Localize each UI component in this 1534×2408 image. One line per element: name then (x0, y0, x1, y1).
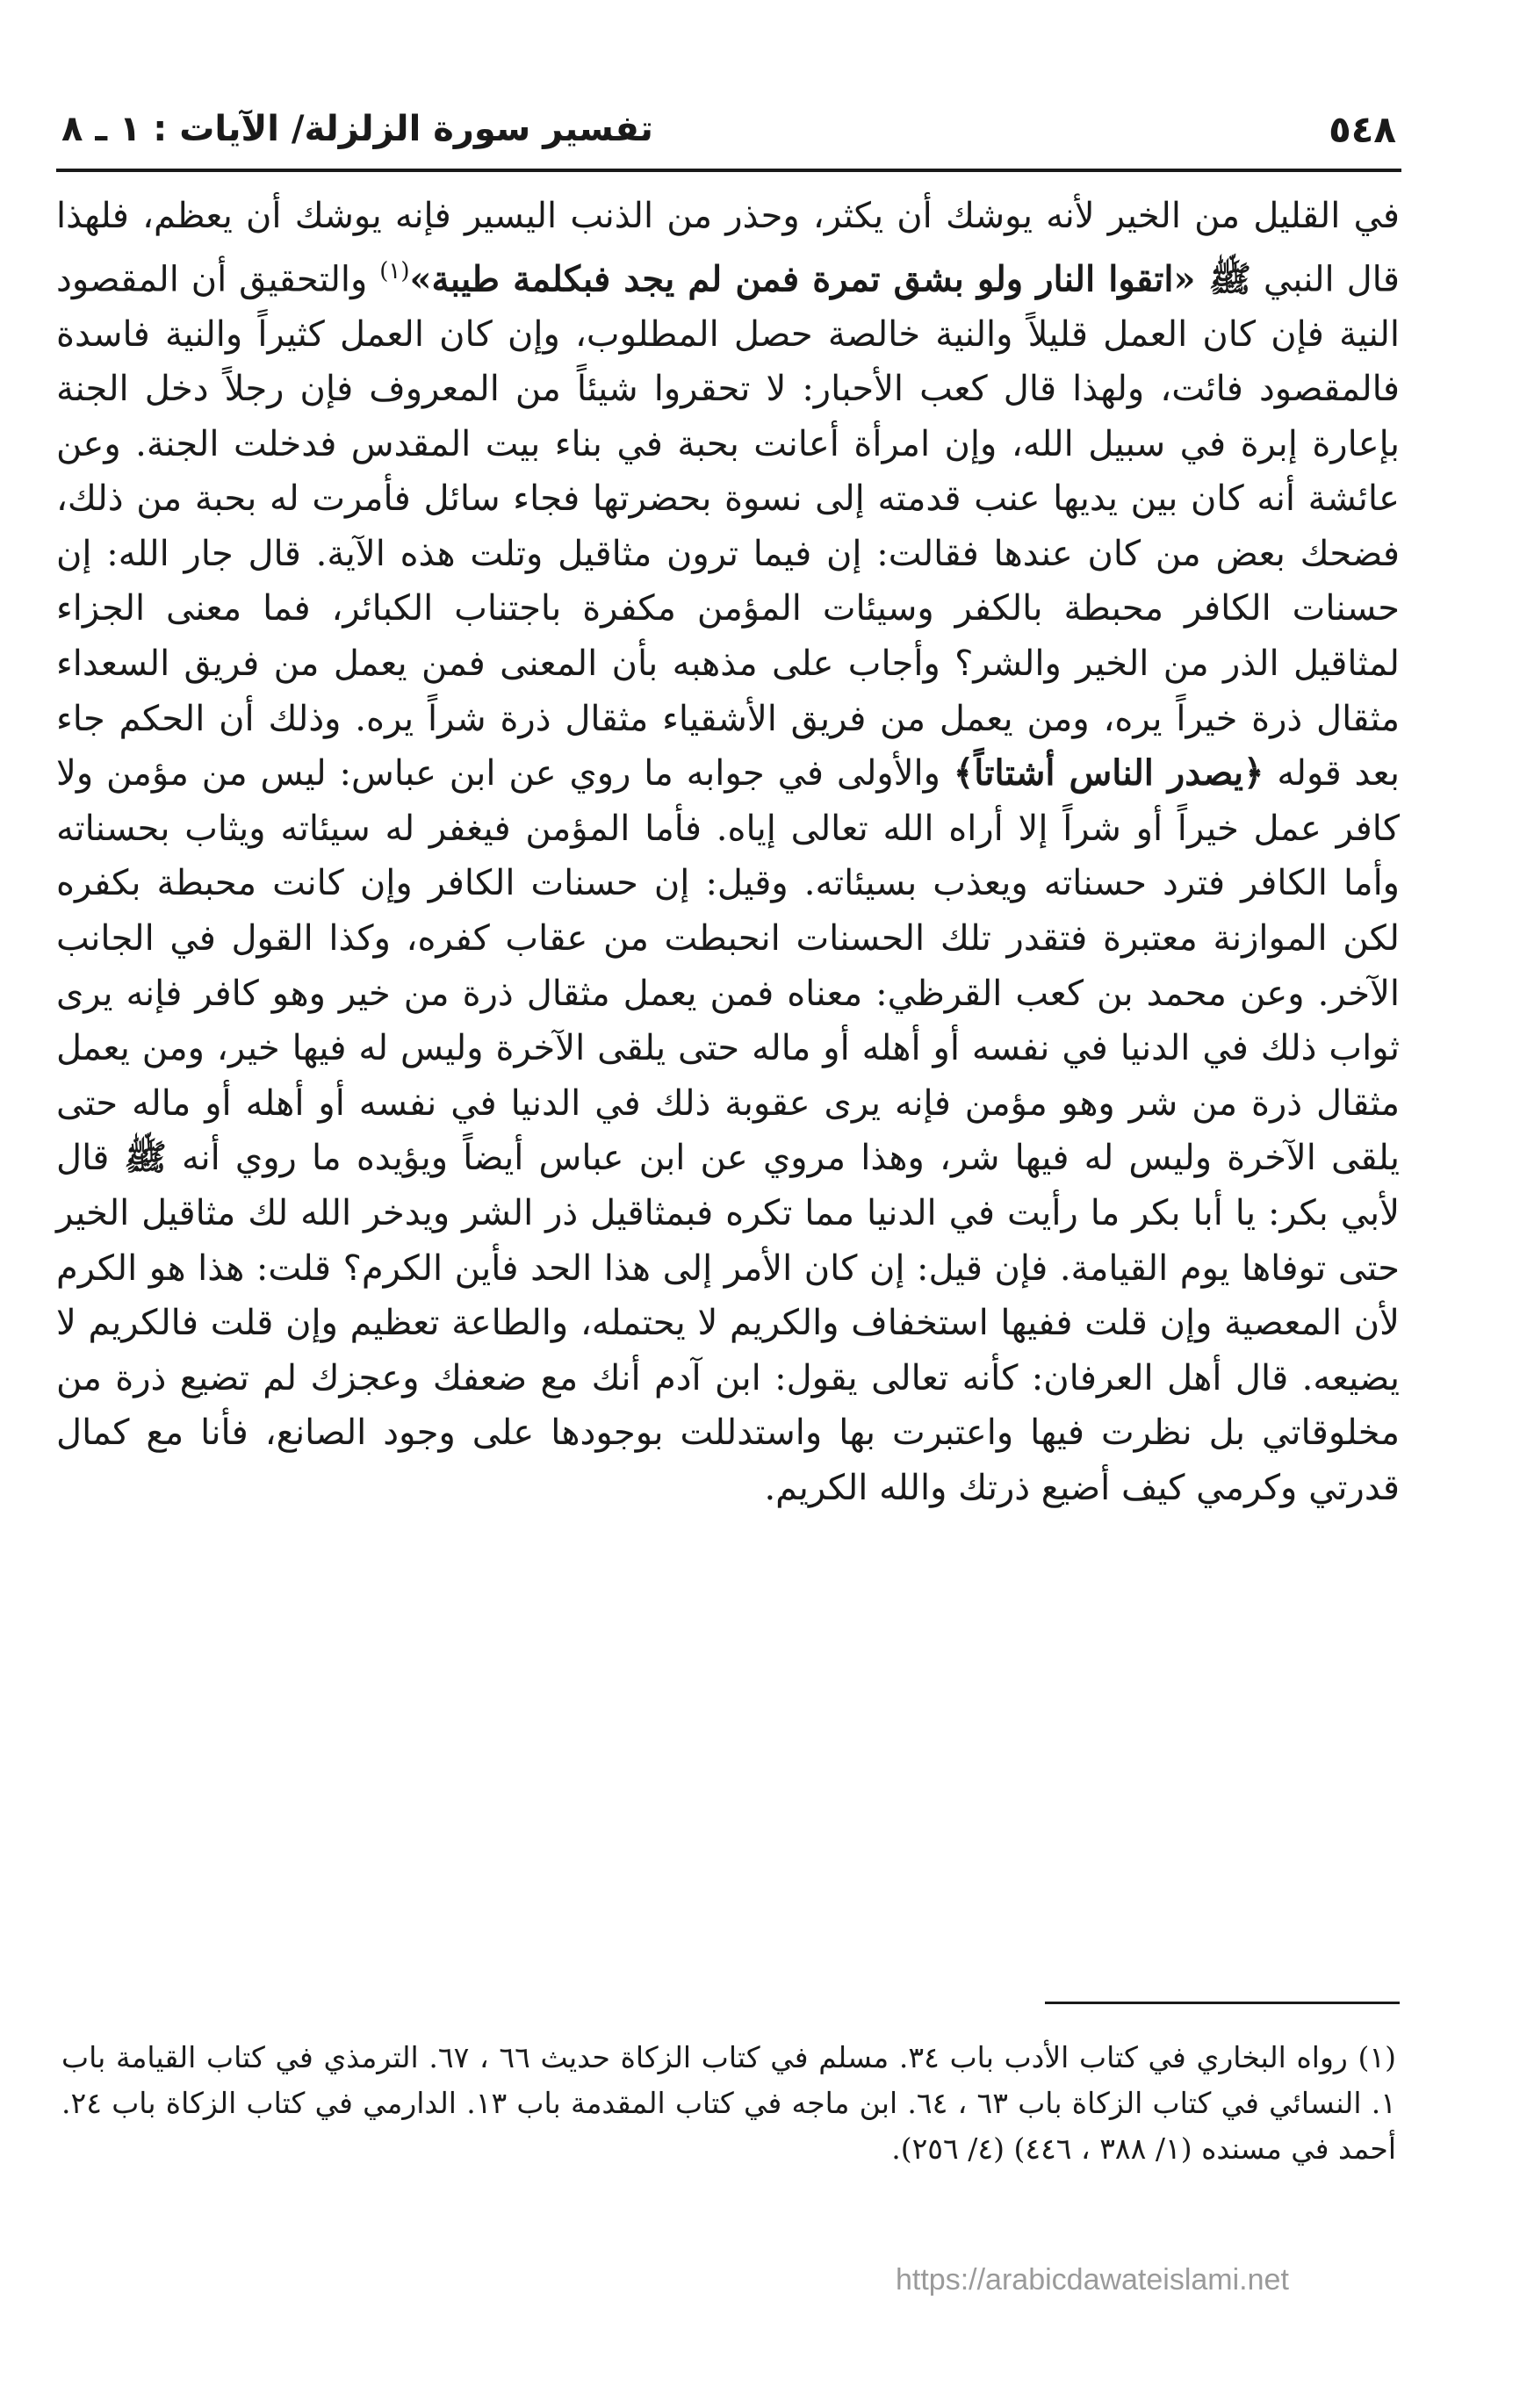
page-number: ٥٤٨ (1329, 107, 1396, 151)
header-divider (56, 169, 1401, 172)
text-segment: والتحقيق أن المقصود النية فإن كان العمل قليلاً والنية خالصة حصل المطلوب، وإن كان العمل كثيراً والنية فاسدة فالمقصود فائت، ولهذا قال كعب الأحبار: لا تحقروا شيئاً من المعروف فإن رجلاً دخل الجنة بإعارة إبرة في سبيل الله، وإن امرأة أعانت بحبة في بناء بيت المقدس فدخلت الجنة. وعن عائشة أنه كان بين يديها عنب قدمته إلى نسوة بحضرتها فجاء سائل فأمرت له بحبة من ذلك، فضحك بعض من كان عندها فقالت: إن فيما ترون مثاقيل وتلت هذه الآية. قال جار الله: إن حسنات الكافر محبطة بالكفر وسيئات المؤمن مكفرة باجتناب الكبائر، فما معنى الجزاء لمثاقيل الذر من الخير والشر؟ وأجاب على مذهبه بأن المعنى فمن يعمل من فريق السعداء مثقال ذرة خيراً يره، ومن يعمل من فريق الأشقياء مثقال ذرة شراً يره. وذلك أن الحكم جاء بعد قوله (56, 258, 1400, 794)
watermark-url: https://arabicdawateislami.net (896, 2263, 1289, 2297)
honorific-ligature: ﷺ (1208, 257, 1251, 299)
text-segment: قال لأبي بكر: يا أبا بكر ما رأيت في الدنيا مما تكره فبمثاقيل ذر الشر ويدخر الله لك مثاقيل الخير حتى توفاها يوم القيامة. فإن قيل: إن كان الأمر إلى هذا الحد فأين الكرم؟ قلت: هذا هو الكرم لأن المعصية وإن قلت ففيها استخفاف والكريم لا يحتمله، والطاعة تعظيم وإن قلت فالكريم لا يضيعه. قال أهل العرفان: كأنه تعالى يقول: ابن آدم أنك مع ضعفك وعجزك لم تضيع ذرة من مخلوقاتي بل نظرت فيها واعتبرت بها واستدللت بوجودها على وجود الصانع، فأنا مع كمال قدرتي وكرمي كيف أضيع ذرتك والله الكريم. (56, 1138, 1401, 1508)
text-segment: في القليل من الخير لأنه يوشك أن يكثر، وحذر من الذنب اليسير فإنه يوشك أن يعظم، فلهذا قال النبي (56, 196, 1400, 299)
text-segment: والأولى في جوابه ما روي عن ابن عباس: ليس من مؤمن ولا كافر عمل خيراً أو شراً إلا أراه الله تعالى إياه. فأما المؤمن فيغفر له سيئاته ويثاب بحسناته وأما الكافر فترد حسناته ويعذب بسيئاته. وقيل: إن حسنات الكافر وإن كانت محبطة بكفره لكن الموازنة معتبرة فتقدر تلك الحسنات انحبطت من عقاب كفره، وكذا القول في الجانب الآخر. وعن محمد بن كعب القرظي: معناه فمن يعمل مثقال ذرة من خير وهو كافر فإنه يرى ثواب ذلك في الدنيا في نفسه أو أهله أو ماله حتى يلقى الآخرة وليس له فيها خير، ومن يعمل مثقال ذرة من شر وهو مؤمن فإنه يرى عقوبة ذلك في الدنيا في نفسه أو أهله أو ماله حتى يلقى الآخرة وليس له فيها شر، وهذا مروي عن ابن عباس أيضاً ويؤيده ما روي أنه (56, 753, 1400, 1179)
footnotes (61, 2035, 1396, 2172)
footnote-1: (١) رواه البخاري في كتاب الأدب باب ٣٤. مسلم في كتاب الزكاة حديث ٦٦ ، ٦٧. الترمذي في كتاب القيامة باب ١. النسائي في كتاب الزكاة باب ٦٣ ، ٦٤. ابن ماجه في كتاب المقدمة باب ١٣. الدارمي في كتاب الزكاة باب ٢٤. أحمد في مسنده (١/ ٣٨٨ ، ٤٤٦) (٤/ ٢٥٦). (61, 2040, 1397, 2166)
running-title: تفسير سورة الزلزلة/ الآيات : ١ ـ ٨ (61, 109, 653, 149)
page-header (61, 95, 1396, 163)
footnote-reference: (١) (379, 257, 410, 284)
honorific-ligature: ﷺ (124, 1137, 167, 1179)
footnote-divider (1045, 2002, 1400, 2004)
quran-quote: ﴿يصدر الناس أشتاتاً﴾ (953, 752, 1264, 794)
hadith-quote: «اتقوا النار ولو بشق تمرة فمن لم يجد فبكلمة طيبة» (409, 257, 1209, 299)
main-text (56, 189, 1400, 1516)
main-paragraph (56, 189, 1400, 1516)
